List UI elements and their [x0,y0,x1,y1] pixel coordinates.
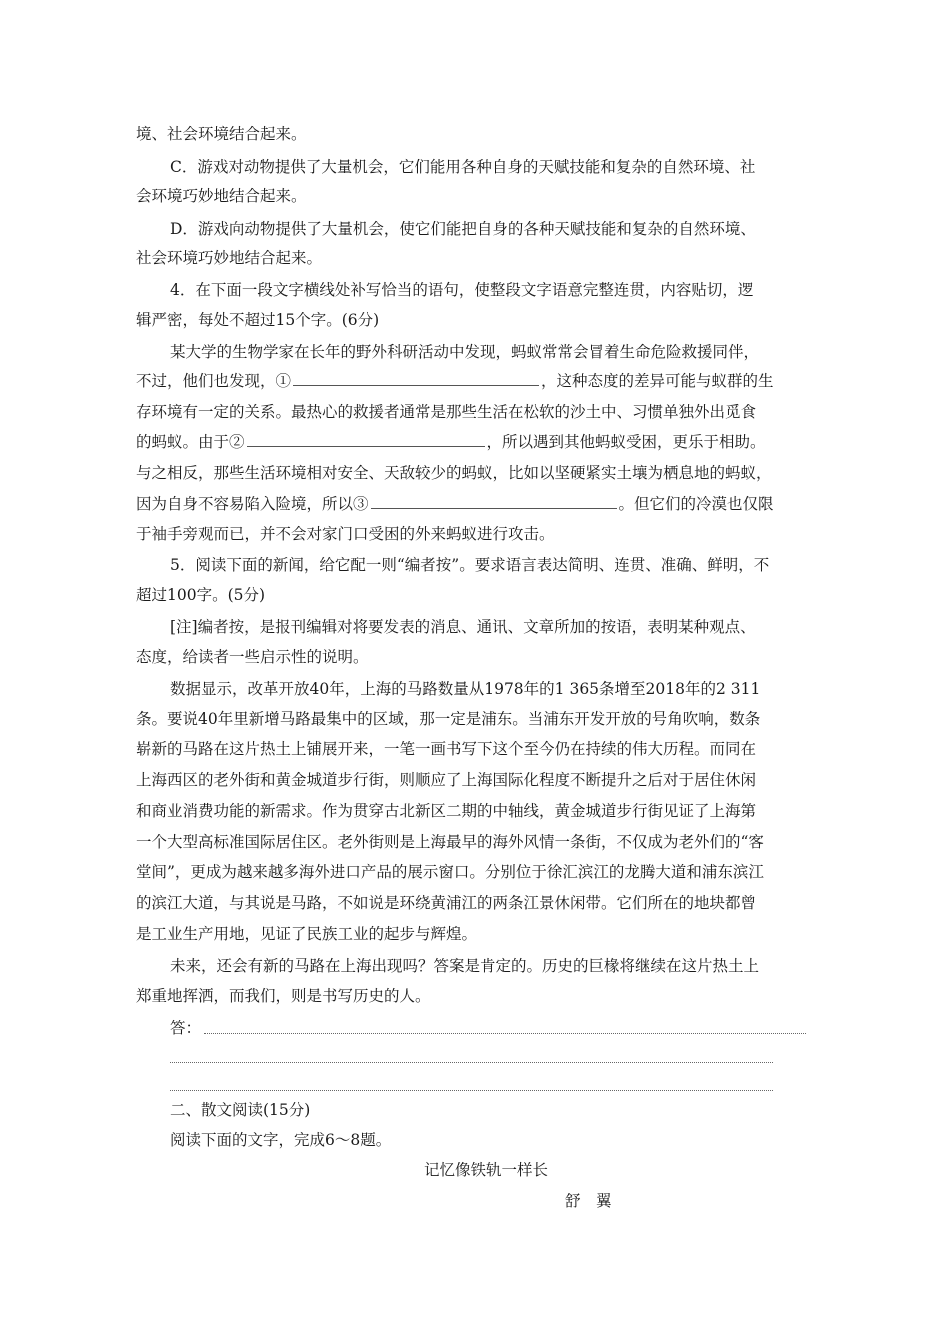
answer-line-1[interactable] [204,1033,806,1034]
news-line: 条。要说40年里新增马路最集中的区域，那一定是浦东。当浦东开发开放的号角吹响，数条 [136,710,761,728]
text-line: 态度，给读者一些启示性的说明。 [136,648,369,666]
answer-line-2[interactable] [170,1062,773,1063]
note-line: [注]编者按，是报刊编辑对将要发表的消息、通讯、文章所加的按语，表明某种观点、 [170,618,756,636]
article-author: 舒 翼 [565,1192,612,1210]
news-line: 是工业生产用地，见证了民族工业的起步与辉煌。 [136,925,478,943]
fill-blank-3[interactable] [371,490,617,509]
news-line: 郑重地挥洒，而我们，则是书写历史的人。 [136,987,431,1005]
text-line-with-blank-2 [136,428,816,456]
answer-line-3[interactable] [170,1090,773,1091]
text-segment: ，这种态度的差异可能与蚁群的生 [541,372,774,390]
fill-blank-2[interactable] [247,428,485,447]
news-line: 崭新的马路在这片热土上铺展开来，一笔一画书写下这个至今仍在持续的伟大历程。而同在 [136,740,757,758]
news-line: 的滨江大道，与其说是马路，不如说是环绕黄浦江的两条江景休闲带。它们所在的地块都曾 [136,894,757,912]
question-4-line: 4．在下面一段文字横线处补写恰当的语句，使整段文字语意完整连贯，内容贴切，逻 [170,281,754,299]
option-c-line: C．游戏对动物提供了大量机会，它们能用各种自身的天赋技能和复杂的自然环境、社 [170,158,756,176]
text-segment: ，所以遇到其他蚂蚁受困，更乐于相助。 [486,433,766,451]
text-line-with-blank-1 [136,367,816,395]
text-line: 超过100字。(5分) [136,586,266,604]
section-heading: 二、散文阅读(15分) [170,1101,311,1119]
text-segment: 不过，他们也发现，① [136,372,292,390]
text-line: 某大学的生物学家在长年的野外科研活动中发现，蚂蚁常常会冒着生命危险救援同伴， [170,343,760,361]
article-title: 记忆像铁轨一样长 [424,1161,549,1179]
news-line: 和商业消费功能的新需求。作为贯穿古北新区二期的中轴线，黄金城道步行街见证了上海第 [136,802,757,820]
text-segment: 。但它们的冷漠也仅限 [618,495,774,513]
text-segment: 的蚂蚁。由于② [136,433,245,451]
text-line-with-blank-3 [136,490,816,518]
option-d-line: D．游戏向动物提供了大量机会，使它们能把自身的各种天赋技能和复杂的自然环境、 [170,220,756,238]
news-line: 一个大型高标准国际居住区。老外街则是上海最早的海外风情一条街，不仅成为老外们的“客 [136,833,764,851]
text-line: 与之相反，那些生活环境相对安全、天敌较少的蚂蚁，比如以坚硬紧实土壤为栖息地的蚂蚁， [136,464,772,482]
question-5-line: 5．阅读下面的新闻，给它配一则“编者按”。要求语言表达简明、连贯、准确、鲜明，不 [170,556,770,574]
news-line: 未来，还会有新的马路在上海出现吗？答案是肯定的。历史的巨椽将继续在这片热土上 [170,957,760,975]
text-segment: 因为自身不容易陷入险境，所以③ [136,495,369,513]
instruction-line: 阅读下面的文字，完成6～8题。 [170,1131,392,1149]
text-line: 于袖手旁观而已，并不会对家门口受困的外来蚂蚁进行攻击。 [136,525,555,543]
text-line: 辑严密，每处不超过15个字。(6分) [136,311,380,329]
news-line: 上海西区的老外街和黄金城道步行街，则顺应了上海国际化程度不断提升之后对于居住休闲 [136,771,757,789]
fill-blank-1[interactable] [293,367,539,386]
text-line: 社会环境巧妙地结合起来。 [136,249,323,267]
news-line: 数据显示，改革开放40年，上海的马路数量从1978年的1 365条增至2018年的2 311 [170,680,761,698]
news-line: 堂间”，更成为越来越多海外进口产品的展示窗口。分别位于徐汇滨江的龙腾大道和浦东滨江 [136,863,764,881]
text-line: 会环境巧妙地结合起来。 [136,187,307,205]
text-line: 存环境有一定的关系。最热心的救援者通常是那些生活在松软的沙土中、习惯单独外出觅食 [136,403,757,421]
answer-label: 答： [170,1019,202,1037]
text-line: 境、社会环境结合起来。 [136,125,307,143]
